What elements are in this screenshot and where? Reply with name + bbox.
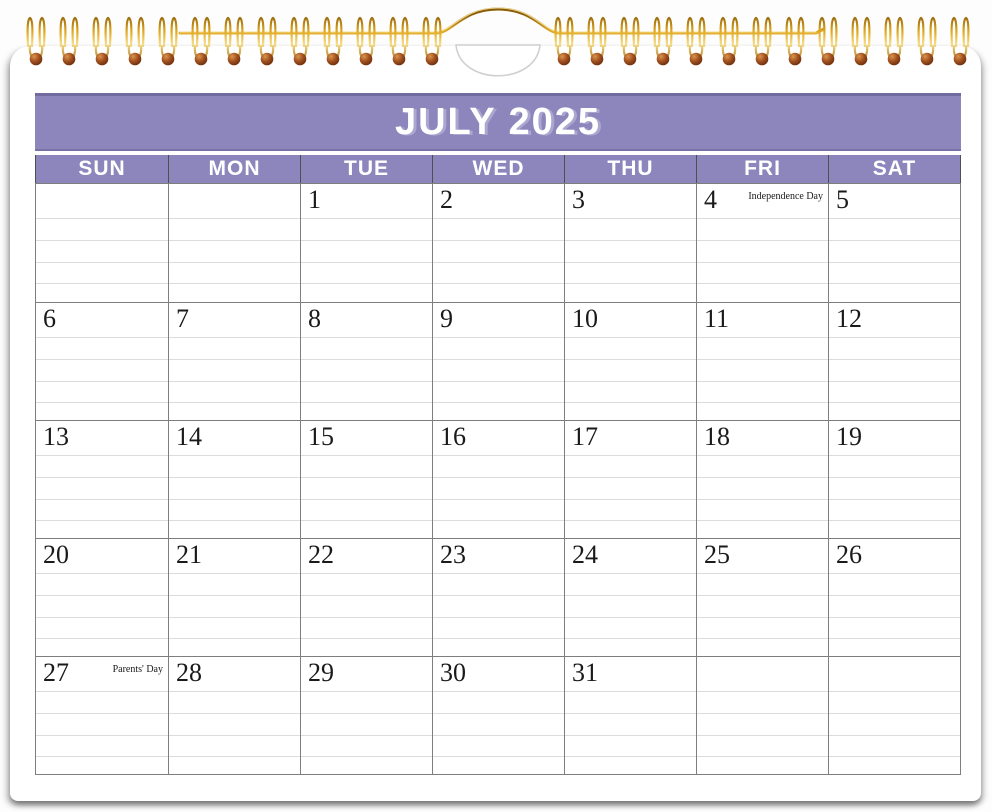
writing-line: [829, 381, 960, 382]
date-number: 12: [836, 304, 862, 333]
date-number: 25: [704, 540, 730, 569]
writing-line: [697, 638, 828, 639]
date-number: 11: [704, 304, 730, 333]
writing-line: [829, 455, 960, 456]
day-cell: [300, 184, 432, 302]
writing-line: [169, 337, 300, 338]
writing-line: [697, 595, 828, 596]
writing-line: [565, 240, 696, 241]
writing-line: [565, 283, 696, 284]
writing-line: [829, 756, 960, 757]
writing-line: [169, 402, 300, 403]
writing-line: [565, 262, 696, 263]
day-cell: [36, 656, 168, 774]
writing-line: [36, 381, 168, 382]
writing-line: [565, 381, 696, 382]
writing-line: [697, 691, 828, 692]
writing-line: [565, 638, 696, 639]
writing-line: [301, 735, 432, 736]
writing-line: [169, 735, 300, 736]
writing-line: [301, 337, 432, 338]
writing-line: [301, 499, 432, 500]
day-cell: [432, 420, 564, 538]
date-number: 14: [176, 422, 202, 451]
day-cell: [168, 656, 300, 774]
writing-line: [36, 262, 168, 263]
date-number: 19: [836, 422, 862, 451]
writing-line: [433, 735, 564, 736]
date-number: 7: [176, 304, 189, 333]
writing-line: [433, 520, 564, 521]
day-cell: [300, 302, 432, 420]
weekday-header: TUE: [300, 155, 432, 183]
writing-line: [36, 573, 168, 574]
day-cell: [432, 656, 564, 774]
day-cell: [564, 184, 696, 302]
empty-day-cell: [828, 656, 960, 774]
writing-line: [829, 713, 960, 714]
writing-line: [301, 713, 432, 714]
day-cell: [564, 656, 696, 774]
writing-line: [829, 402, 960, 403]
writing-line: [829, 359, 960, 360]
empty-day-cell: [168, 184, 300, 302]
writing-line: [169, 756, 300, 757]
writing-line: [169, 477, 300, 478]
writing-line: [169, 455, 300, 456]
day-cell: [828, 184, 960, 302]
writing-line: [301, 691, 432, 692]
writing-line: [565, 691, 696, 692]
writing-line: [169, 283, 300, 284]
writing-line: [301, 595, 432, 596]
writing-line: [433, 218, 564, 219]
day-cell: [36, 420, 168, 538]
writing-line: [433, 691, 564, 692]
date-number: 1: [308, 185, 321, 214]
date-number: 26: [836, 540, 862, 569]
writing-line: [829, 477, 960, 478]
writing-line: [36, 477, 168, 478]
writing-line: [697, 283, 828, 284]
writing-line: [169, 713, 300, 714]
writing-line: [433, 455, 564, 456]
writing-line: [565, 218, 696, 219]
writing-line: [301, 402, 432, 403]
day-cell: [696, 302, 828, 420]
writing-line: [36, 691, 168, 692]
date-number: 10: [572, 304, 598, 333]
writing-line: [829, 735, 960, 736]
writing-line: [169, 691, 300, 692]
weekday-header-row: [35, 155, 961, 183]
writing-line: [565, 499, 696, 500]
day-cell: [168, 420, 300, 538]
writing-line: [697, 617, 828, 618]
writing-line: [301, 756, 432, 757]
day-cell: [168, 302, 300, 420]
day-cell: [696, 420, 828, 538]
writing-line: [301, 617, 432, 618]
writing-line: [169, 595, 300, 596]
date-number: 23: [440, 540, 466, 569]
writing-line: [697, 337, 828, 338]
day-cell: [564, 302, 696, 420]
writing-line: [829, 283, 960, 284]
writing-line: [36, 455, 168, 456]
date-number: 15: [308, 422, 334, 451]
writing-line: [433, 337, 564, 338]
writing-line: [169, 499, 300, 500]
date-number: 13: [43, 422, 69, 451]
writing-line: [301, 283, 432, 284]
day-cell: [300, 420, 432, 538]
writing-line: [829, 218, 960, 219]
writing-line: [301, 573, 432, 574]
writing-line: [301, 455, 432, 456]
weekday-header: WED: [432, 155, 564, 183]
writing-line: [169, 359, 300, 360]
date-number: 6: [43, 304, 56, 333]
writing-line: [301, 477, 432, 478]
writing-line: [169, 573, 300, 574]
date-number: 8: [308, 304, 321, 333]
writing-line: [433, 262, 564, 263]
writing-line: [565, 337, 696, 338]
writing-line: [36, 283, 168, 284]
writing-line: [697, 713, 828, 714]
writing-line: [697, 735, 828, 736]
writing-line: [36, 520, 168, 521]
writing-line: [565, 359, 696, 360]
writing-line: [301, 638, 432, 639]
writing-line: [169, 240, 300, 241]
day-cell: [696, 184, 828, 302]
writing-line: [565, 477, 696, 478]
writing-line: [433, 283, 564, 284]
writing-line: [433, 713, 564, 714]
writing-line: [697, 455, 828, 456]
writing-line: [36, 735, 168, 736]
writing-line: [829, 595, 960, 596]
day-cell: [168, 538, 300, 656]
writing-line: [697, 520, 828, 521]
day-cell: [564, 538, 696, 656]
writing-line: [433, 359, 564, 360]
date-number: 24: [572, 540, 598, 569]
writing-line: [697, 218, 828, 219]
writing-line: [565, 713, 696, 714]
writing-line: [36, 756, 168, 757]
date-number: 4: [704, 185, 717, 214]
writing-line: [697, 359, 828, 360]
day-cell: [300, 538, 432, 656]
date-number: 30: [440, 658, 466, 687]
writing-line: [169, 218, 300, 219]
writing-line: [169, 381, 300, 382]
date-number: 29: [308, 658, 334, 687]
writing-line: [697, 402, 828, 403]
date-number: 31: [572, 658, 598, 687]
month-title: JULY 2025: [394, 100, 602, 143]
writing-line: [36, 617, 168, 618]
writing-line: [433, 617, 564, 618]
day-cell: [432, 538, 564, 656]
writing-line: [36, 359, 168, 360]
writing-line: [565, 455, 696, 456]
writing-line: [36, 713, 168, 714]
writing-line: [36, 595, 168, 596]
writing-line: [169, 638, 300, 639]
writing-line: [829, 617, 960, 618]
writing-line: [433, 638, 564, 639]
date-number: 18: [704, 422, 730, 451]
writing-line: [829, 573, 960, 574]
writing-line: [433, 477, 564, 478]
writing-line: [36, 499, 168, 500]
writing-line: [36, 402, 168, 403]
writing-line: [433, 402, 564, 403]
writing-line: [565, 402, 696, 403]
writing-line: [697, 756, 828, 757]
writing-line: [433, 499, 564, 500]
writing-line: [36, 218, 168, 219]
writing-line: [301, 381, 432, 382]
weekday-header: SUN: [78, 157, 126, 180]
writing-line: [829, 638, 960, 639]
empty-day-cell: [696, 656, 828, 774]
weekday-header: THU: [564, 155, 696, 183]
date-number: 21: [176, 540, 202, 569]
writing-line: [829, 520, 960, 521]
writing-line: [829, 262, 960, 263]
writing-line: [301, 359, 432, 360]
month-header: [35, 93, 961, 151]
writing-line: [301, 218, 432, 219]
writing-line: [169, 617, 300, 618]
holiday-label: Parents' Day: [112, 664, 163, 675]
day-cell: [828, 538, 960, 656]
writing-line: [829, 240, 960, 241]
date-number: 28: [176, 658, 202, 687]
writing-line: [565, 617, 696, 618]
writing-line: [433, 240, 564, 241]
writing-line: [829, 337, 960, 338]
day-cell: [432, 302, 564, 420]
day-cell: [432, 184, 564, 302]
writing-line: [36, 337, 168, 338]
weekday-header: MON: [168, 155, 300, 183]
writing-line: [697, 262, 828, 263]
writing-line: [565, 573, 696, 574]
calendar-grid: [35, 183, 961, 775]
writing-line: [565, 756, 696, 757]
writing-line: [301, 262, 432, 263]
writing-line: [697, 573, 828, 574]
writing-line: [36, 240, 168, 241]
date-number: 9: [440, 304, 453, 333]
writing-line: [433, 756, 564, 757]
writing-line: [565, 735, 696, 736]
date-number: 22: [308, 540, 334, 569]
day-cell: [564, 420, 696, 538]
writing-line: [697, 381, 828, 382]
writing-line: [433, 381, 564, 382]
day-cell: [36, 302, 168, 420]
writing-line: [697, 240, 828, 241]
writing-line: [829, 499, 960, 500]
date-number: 3: [572, 185, 585, 214]
writing-line: [829, 691, 960, 692]
writing-line: [697, 499, 828, 500]
writing-line: [301, 520, 432, 521]
writing-line: [169, 520, 300, 521]
date-number: 20: [43, 540, 69, 569]
holiday-label: Independence Day: [748, 191, 823, 202]
writing-line: [565, 520, 696, 521]
hanger-wire-highlight: [180, 8, 816, 32]
day-cell: [828, 302, 960, 420]
writing-line: [36, 638, 168, 639]
weekday-header: SAT: [828, 155, 960, 183]
day-cell: [828, 420, 960, 538]
date-number: 17: [572, 422, 598, 451]
date-number: 5: [836, 185, 849, 214]
writing-line: [433, 595, 564, 596]
weekday-header: FRI: [696, 155, 828, 183]
writing-line: [433, 573, 564, 574]
date-number: 16: [440, 422, 466, 451]
day-cell: [696, 538, 828, 656]
hanger-wire: [180, 9, 824, 33]
day-cell: [300, 656, 432, 774]
empty-day-cell: [36, 184, 168, 302]
writing-line: [169, 262, 300, 263]
date-number: 27: [43, 658, 69, 687]
writing-line: [697, 477, 828, 478]
date-number: 2: [440, 185, 453, 214]
writing-line: [301, 240, 432, 241]
day-cell: [36, 538, 168, 656]
writing-line: [565, 595, 696, 596]
